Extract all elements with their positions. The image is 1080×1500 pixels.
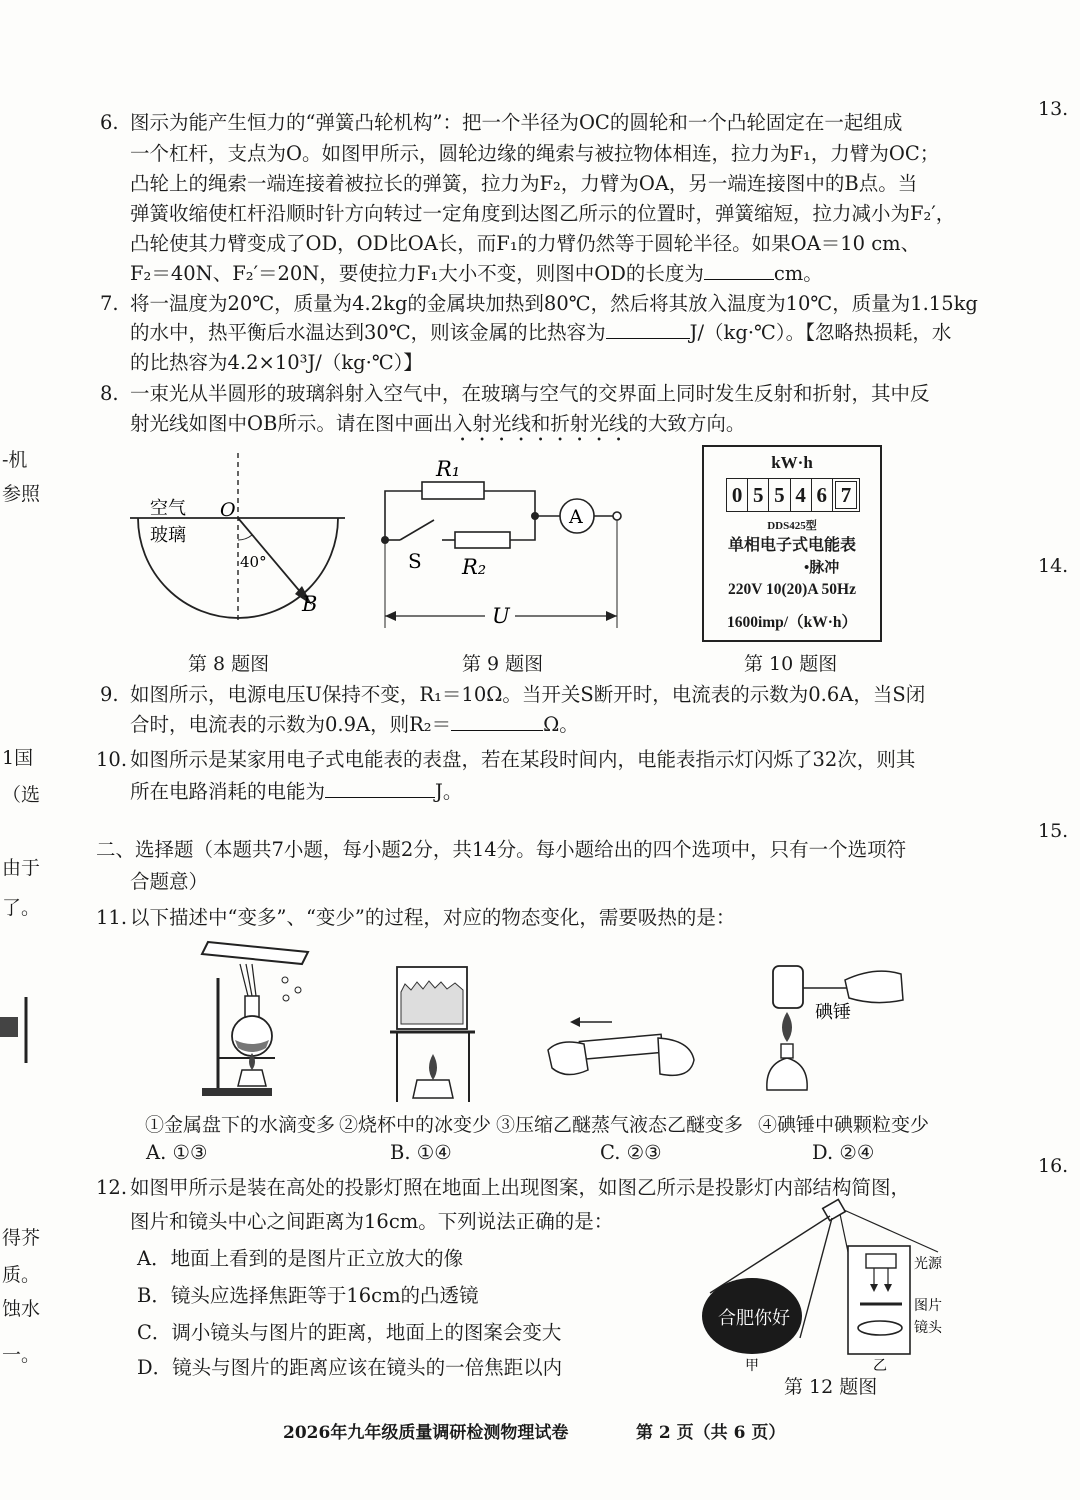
q10-answer-blank[interactable]	[325, 797, 435, 798]
q6-line-4: 弹簧收缩使杠杆沿顺时针方向转过一定角度到达图乙所示的位置时，弹簧缩短，拉力减小为F₂′，	[130, 202, 956, 225]
q9-line-2-post: Ω。	[543, 713, 579, 736]
meter-digit: 0	[727, 479, 748, 511]
margin-fragment: -机	[2, 449, 28, 471]
meter-digit: 5	[748, 479, 769, 511]
label-light-source: 光源	[914, 1256, 942, 1272]
meter-digit: 6	[812, 479, 833, 511]
lens	[858, 1321, 902, 1335]
label-o: O	[220, 499, 236, 521]
q11-picture-4	[755, 958, 915, 1108]
margin-number-13: 13.	[1038, 98, 1069, 120]
section-2-heading: 二、选择题（本题共7小题，每小题2分，共14分。每小题给出的四个选项中，只有一个选项符	[96, 838, 907, 861]
q10-line-2-pre: 所在电路消耗的电能为	[130, 780, 326, 803]
question-number-10: 10.	[96, 748, 128, 771]
margin-fragment: 1国	[2, 747, 34, 769]
q11-stem: 以下描述中“变多”、“变少”的过程，对应的物态变化，需要吸热的是：	[130, 906, 736, 929]
meter-constant: 1600imp/（kW·h）	[726, 614, 858, 631]
q11-caption-1: ①金属盘下的水滴变多	[145, 1114, 336, 1136]
figure-8-caption: 第 8 题图	[188, 653, 270, 675]
q7-line-2-text: 的水中，热平衡后水温达到30℃，则该金属的比热容为	[130, 321, 606, 344]
label-ammeter: A	[569, 506, 583, 528]
q7-answer-blank[interactable]	[606, 338, 690, 339]
q9-answer-blank[interactable]	[451, 730, 543, 731]
figure-10-meter	[702, 445, 882, 642]
switch-s	[400, 520, 434, 540]
q11-caption-4: ④碘锤中碘颗粒变少	[758, 1114, 930, 1136]
q11-option-c[interactable]: C. ②③	[600, 1141, 662, 1164]
q11-option-a[interactable]: A. ①③	[146, 1141, 208, 1164]
iodine-hammer	[773, 966, 803, 1008]
right-hand	[658, 1038, 694, 1075]
q9-line-1: 如图所示，电源电压U保持不变，R₁＝10Ω。当开关S断开时，电流表的示数为0.6A，当S闭	[130, 683, 926, 706]
margin-fragment: 参照	[2, 483, 41, 505]
question-number-9: 9.	[100, 683, 119, 706]
q8-emphasis: 入射光线和折射光线	[452, 412, 629, 435]
q12-line-2: 图片和镜头中心之间距离为16cm。下列说法正确的是：	[130, 1210, 614, 1233]
figure-9-caption: 第 9 题图	[462, 653, 544, 675]
meter-rating: 220V 10(20)A 50Hz	[727, 581, 856, 598]
meter-name: 单相电子式电能表	[727, 537, 856, 554]
q7-line-2-tail: J/（kg·℃）。【忽略热损耗，水	[689, 321, 952, 344]
meter-digit: 4	[791, 479, 812, 511]
q7-line-1: 将一温度为20℃，质量为4.2kg的金属块加热到80℃，然后将其放入温度为10℃，质量为1.15kg	[130, 292, 978, 315]
figure-8	[130, 448, 350, 638]
q11-picture-3	[540, 1010, 700, 1100]
label-angle: 40°	[240, 553, 267, 571]
q12-option-d[interactable]: D．镜头与图片的距离应该在镜头的一倍焦距以内	[137, 1356, 563, 1379]
footer-title: 2026年九年级质量调研检测物理试卷	[283, 1423, 569, 1443]
q12-option-c[interactable]: C．调小镜头与图片的距离，地面上的图案会变大	[137, 1321, 562, 1344]
label-jia: 甲	[745, 1358, 759, 1373]
q11-picture-2	[385, 962, 485, 1107]
question-number-8: 8.	[100, 382, 119, 405]
margin-fragment: 一。	[2, 1344, 41, 1366]
meter-model: DDS425型	[767, 520, 817, 532]
margin-fragment: （选	[2, 784, 41, 806]
angle-arc	[238, 535, 252, 540]
q6-line-6-text: F₂＝40N、F₂′＝20N，要使拉力F₁大小不变，则图中OD的长度为	[130, 262, 704, 285]
q12-option-b[interactable]: B．镜头应选择焦距等于16cm的凸透镜	[137, 1284, 479, 1307]
label-u: U	[492, 604, 510, 628]
q6-line-2: 一个杠杆，支点为O。如图甲所示，圆轮边缘的绳索与被拉物体相连，拉力为F₁，力臂为OC；	[130, 142, 940, 165]
q11-picture-1	[190, 938, 320, 1103]
light-source	[866, 1254, 896, 1268]
q7-line-3: 的比热容为4.2×10³J/（kg·℃）】	[130, 351, 423, 374]
q9-line-2	[130, 710, 579, 740]
q6-line-1: 图示为能产生恒力的“弹簧凸轮机构”：把一个半径为OC的圆轮和一个凸轮固定在一起组成	[130, 111, 903, 134]
label-air: 空气	[150, 498, 186, 519]
q10-line-1: 如图所示是某家用电子式电能表的表盘，若在某段时间内，电能表指示灯闪烁了32次，则其	[130, 748, 916, 771]
q6-line-6	[130, 259, 823, 289]
q6-line-5: 凸轮使其力臂变成了OD，OD比OA长，而F₁的力臂仍然等于圆轮半径。如果OA＝10 cm、	[130, 232, 921, 255]
label-glass: 玻璃	[150, 525, 186, 546]
q8-line-2-pre: 射光线如图中OB所示。请在图中画出	[130, 412, 453, 435]
q12-option-a[interactable]: A．地面上看到的是图片正立放大的像	[137, 1247, 464, 1270]
q6-unit: cm。	[773, 262, 823, 285]
resistor-r2	[455, 532, 510, 548]
margin-fragment: 了。	[2, 897, 41, 919]
figure-10-caption: 第 10 题图	[744, 653, 838, 675]
q11-caption-3: ③压缩乙醚蒸气液态乙醚变多	[496, 1114, 744, 1136]
label-s: S	[408, 549, 422, 573]
q8-line-2	[130, 409, 745, 446]
margin-fragment: 由于	[2, 857, 41, 879]
q11-option-d[interactable]: D. ②④	[812, 1141, 875, 1164]
label-lens: 镜头	[914, 1320, 942, 1336]
label-r2: R₂	[462, 555, 487, 579]
q6-answer-blank[interactable]	[704, 279, 774, 280]
label-b: B	[302, 592, 318, 616]
question-number-7: 7.	[100, 292, 119, 315]
q10-line-2-post: J。	[435, 780, 463, 803]
q7-line-2	[130, 318, 951, 348]
iodine-label: 碘锤	[815, 1002, 851, 1023]
question-number-11: 11.	[96, 906, 128, 929]
metal-plate	[202, 942, 308, 964]
margin-fragment: 质。	[2, 1264, 41, 1286]
margin-fragment: 蚀水	[2, 1298, 41, 1320]
meter-digit: 5	[769, 479, 790, 511]
q6-line-3: 凸轮上的绳索一端连接着被拉长的弹簧，拉力为F₂，力臂为OA，另一端连接图中的B点。当	[130, 172, 918, 195]
label-yi: 乙	[873, 1358, 887, 1373]
label-picture: 图片	[914, 1298, 942, 1314]
margin-clip-mark	[0, 995, 32, 1075]
figure-12	[690, 1198, 950, 1373]
q12-line-1: 如图甲所示是装在高处的投影灯照在地面上出现图案，如图乙所示是投影灯内部结构简图，	[130, 1176, 911, 1199]
q9-line-2-pre: 合时，电流表的示数为0.9A，则R₂＝	[130, 713, 452, 736]
question-number-6: 6.	[100, 111, 119, 134]
margin-number-16: 16.	[1038, 1155, 1069, 1177]
meter-pulse: •脉冲	[804, 560, 840, 576]
hand	[845, 971, 903, 1002]
q11-caption-2: ②烧杯中的冰变少	[339, 1114, 492, 1136]
meter-digit-decimal: 7	[835, 481, 857, 509]
figure-9	[370, 448, 630, 633]
footer-page: 第 2 页（共 6 页）	[636, 1423, 786, 1443]
alcohol-lamp	[767, 1058, 807, 1090]
projector-lamp	[823, 1199, 846, 1220]
section-2-heading-line-2: 合题意）	[130, 870, 209, 893]
meter-digits	[726, 478, 860, 512]
left-hand	[548, 1042, 588, 1075]
q10-line-2	[130, 777, 462, 807]
q11-option-b[interactable]: B. ①④	[390, 1141, 452, 1164]
syringe	[579, 1034, 662, 1059]
spot-text: 合肥你好	[718, 1308, 790, 1329]
resistor-r1	[422, 482, 484, 499]
q8-line-1: 一束光从半圆形的玻璃斜射入空气中，在玻璃与空气的交界面上同时发生反射和折射，其中反	[130, 382, 930, 405]
q8-line-2-post: 的大致方向。	[628, 412, 746, 435]
meter-unit: kW·h	[771, 453, 813, 472]
margin-fragment: 得芥	[2, 1227, 41, 1249]
figure-12-caption: 第 12 题图	[784, 1376, 878, 1398]
label-r1: R₁	[436, 457, 461, 481]
question-number-12: 12.	[96, 1176, 128, 1199]
margin-number-15: 15.	[1038, 820, 1069, 842]
margin-number-14: 14.	[1038, 555, 1069, 577]
